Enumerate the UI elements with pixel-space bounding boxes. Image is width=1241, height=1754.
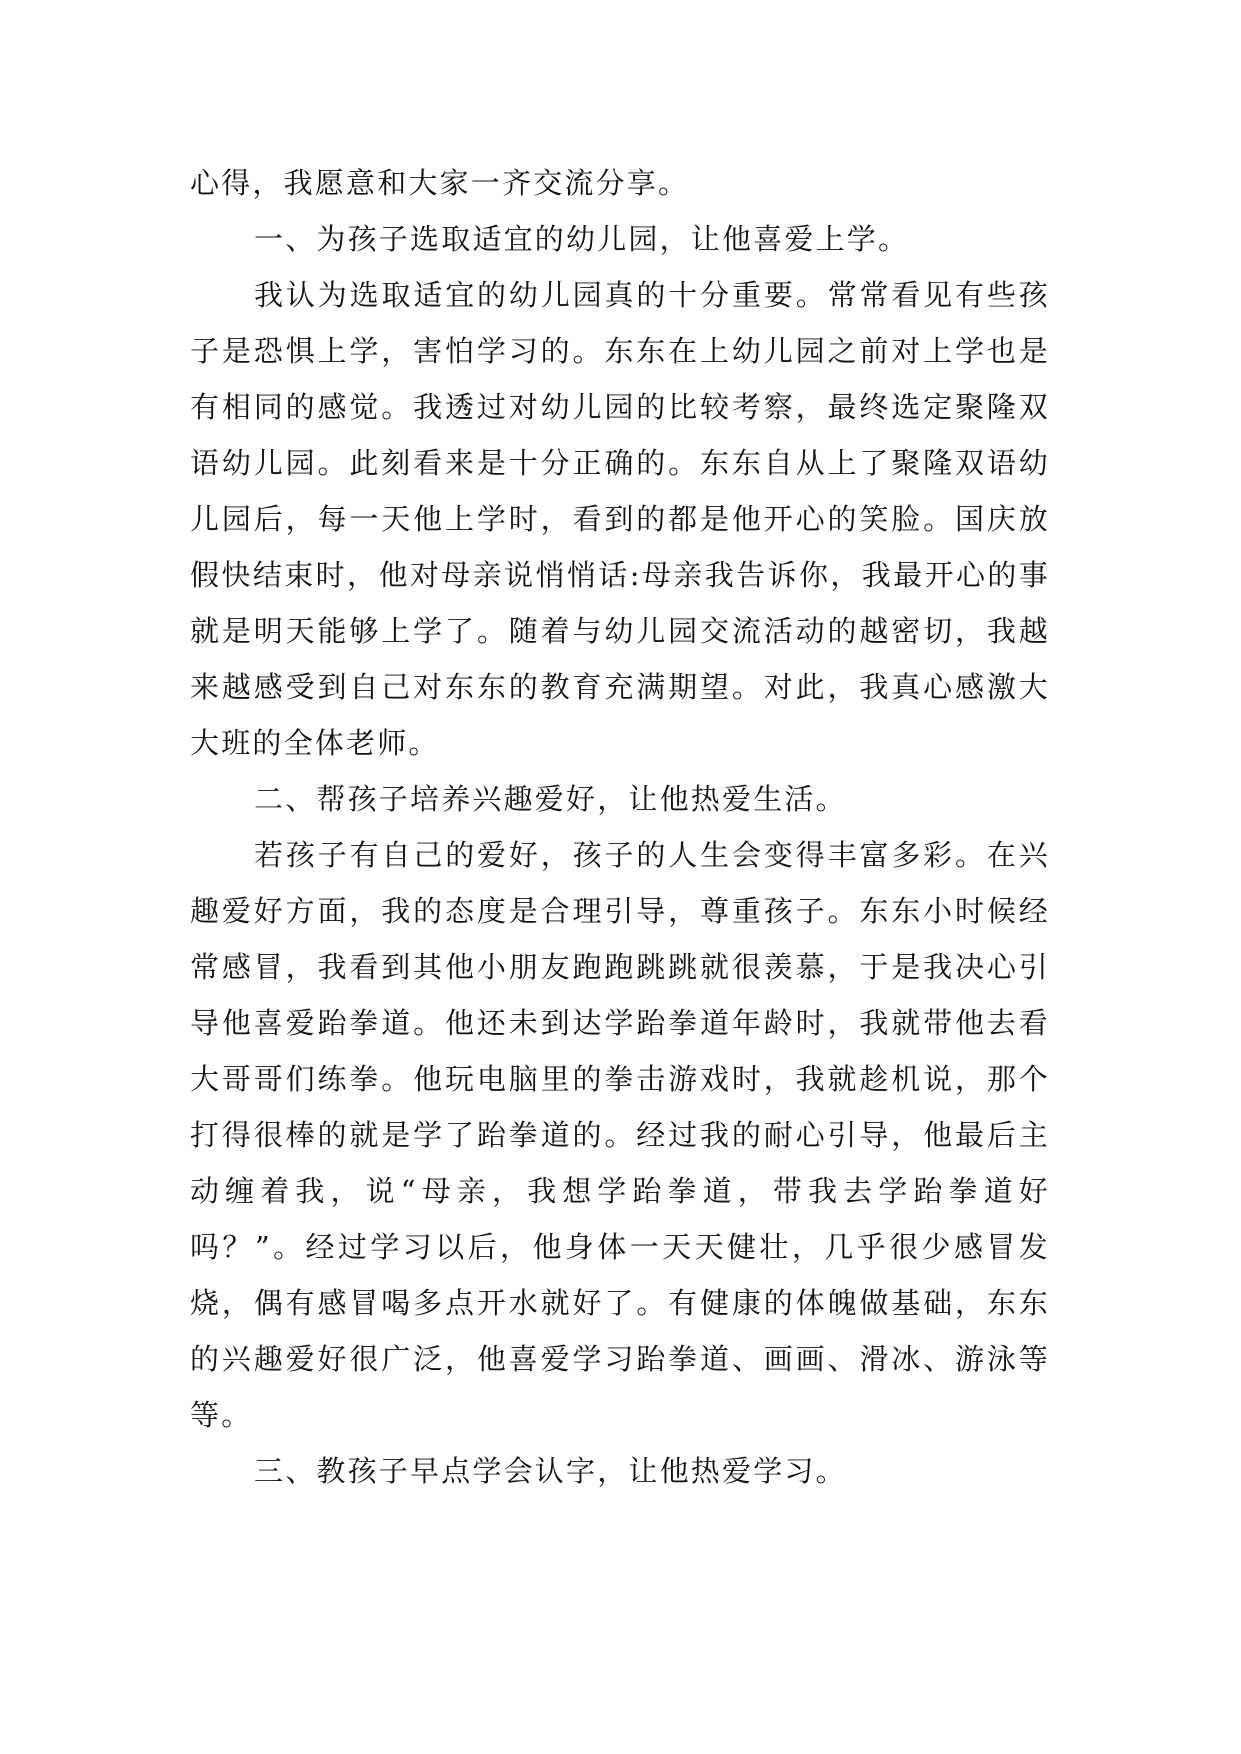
paragraph-section-2: 若孩子有自己的爱好，孩子的人生会变得丰富多彩。在兴趣爱好方面，我的态度是合理引导，尊重孩子。东东小时候经常感冒，我看到其他小朋友跑跑跳跳就很羡慕，于是我决心引导他喜爱跆拳道。他还未到达学跆拳道年龄时，我就带他去看大哥哥们练拳。他玩电脑里的拳击游戏时，我就趁机说，那个打得很棒的就是学了跆拳道的。经过我的耐心引导，他最后主动缠着我，说“母亲，我想学跆拳道，带我去学跆拳道好吗？”。经过学习以后，他身体一天天健壮，几乎很少感冒发烧，偶有感冒喝多点开水就好了。有健康的体魄做基础，东东的兴趣爱好很广泛，他喜爱学习跆拳道、画画、滑冰、游泳等等。: [190, 838, 1050, 1432]
section-heading-3: 三、教孩子早点学会认字，让他热爱学习。: [254, 1454, 847, 1488]
section-heading-1: 一、为孩子选取适宜的幼儿园，让他喜爱上学。: [254, 222, 910, 256]
section-heading-2: 二、帮孩子培养兴趣爱好，让他热爱生活。: [254, 782, 847, 816]
paragraph-continuation: 心得，我愿意和大家一齐交流分享。: [190, 166, 690, 200]
document-body: [190, 155, 1050, 1499]
paragraph-section-1: 我认为选取适宜的幼儿园真的十分重要。常常看见有些孩子是恐惧上学，害怕学习的。东东在上幼儿园之前对上学也是有相同的感觉。我透过对幼儿园的比较考察，最终选定聚隆双语幼儿园。此刻看来是十分正确的。东东自从上了聚隆双语幼儿园后，每一天他上学时，看到的都是他开心的笑脸。国庆放假快结束时，他对母亲说悄悄话:母亲我告诉你，我最开心的事就是明天能够上学了。随着与幼儿园交流活动的越密切，我越来越感受到自己对东东的教育充满期望。对此，我真心感激大大班的全体老师。: [190, 278, 1050, 760]
